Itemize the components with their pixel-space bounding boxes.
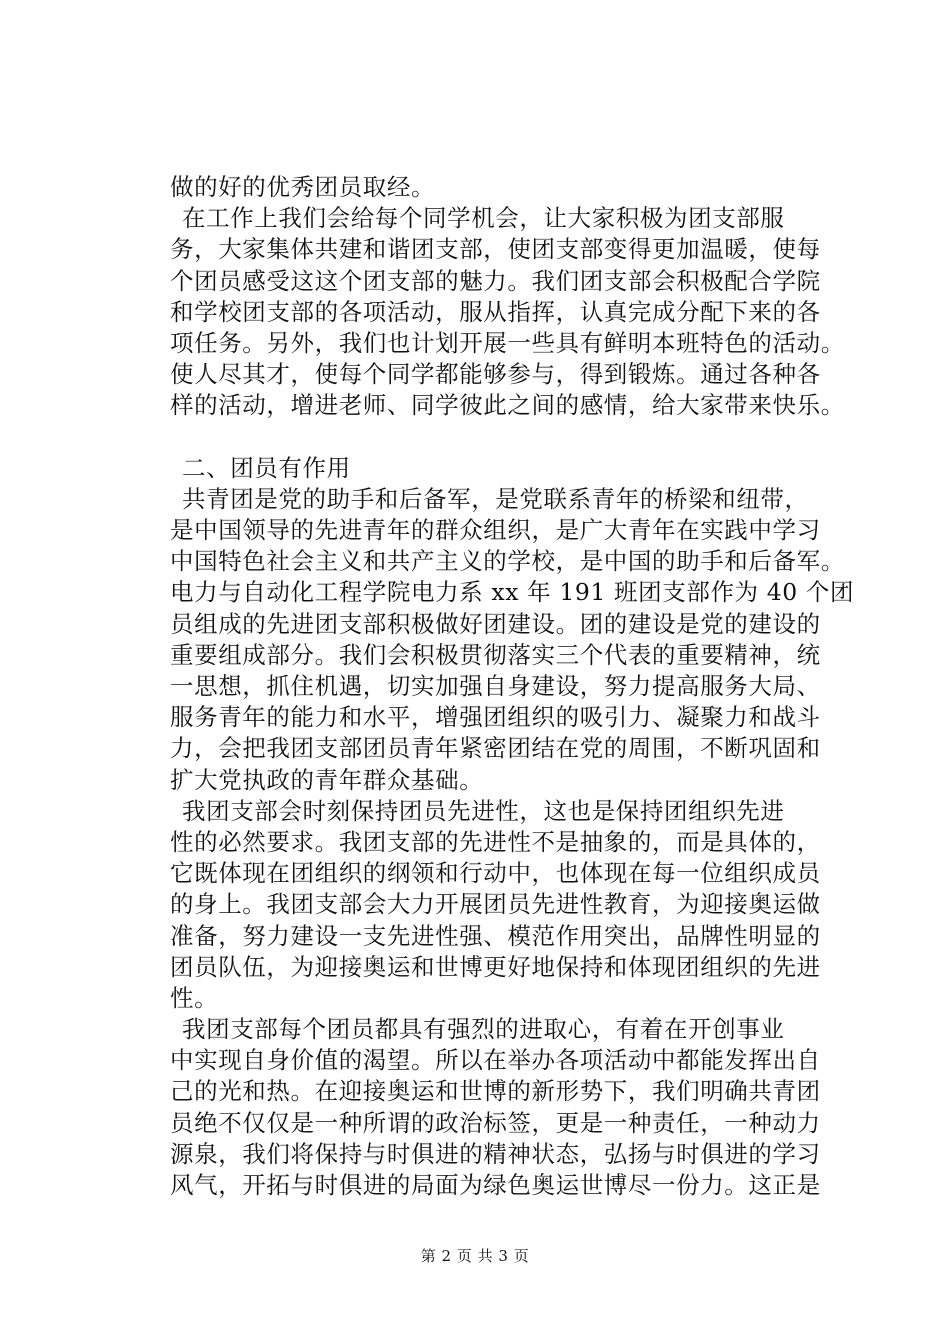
section-heading: 二、团员有作用 bbox=[182, 453, 351, 482]
paragraph-line: 个团员感受这这个团支部的魅力。我们团支部会积极配合学院 bbox=[170, 266, 821, 295]
paragraph-line: 样的活动，增进老师、同学彼此之间的感情，给大家带来快乐。 bbox=[170, 391, 845, 420]
paragraph-line: 共青团是党的助手和后备军，是党联系青年的桥梁和纽带， bbox=[182, 484, 809, 513]
paragraph-line: 员绝不仅仅是一种所谓的政治标签，更是一种责任，一种动力 bbox=[170, 1108, 821, 1137]
paragraph-line: 我团支部会时刻保持团员先进性，这也是保持团组织先进 bbox=[182, 796, 785, 825]
paragraph-line: 的身上。我团支部会大力开展团员先进性教育，为迎接奥运做 bbox=[170, 890, 821, 919]
paragraph-line: 己的光和热。在迎接奥运和世博的新形势下，我们明确共青团 bbox=[170, 1077, 821, 1106]
paragraph-line: 准备，努力建设一支先进性强、模范作用突出，品牌性明显的 bbox=[170, 921, 821, 950]
paragraph-line: 使人尽其才，使每个同学都能够参与，得到锻炼。通过各种各 bbox=[170, 360, 821, 389]
paragraph-line: 做的好的优秀团员取经。 bbox=[170, 173, 436, 201]
paragraph-line: 员组成的先进团支部积极做好团建设。团的建设是党的建设的 bbox=[170, 609, 821, 638]
paragraph-line: 服务青年的能力和水平，增强团组织的吸引力、凝聚力和战斗 bbox=[170, 703, 821, 732]
paragraph-line: 在工作上我们会给每个同学机会，让大家积极为团支部服 bbox=[182, 204, 785, 233]
paragraph-line: 一思想，抓住机遇，切实加强自身建设，努力提高服务大局、 bbox=[170, 672, 821, 700]
paragraph-line: 性的必然要求。我团支部的先进性不是抽象的，而是具体的， bbox=[170, 827, 821, 856]
paragraph-line: 中实现自身价值的渴望。所以在举办各项活动中都能发挥出自 bbox=[170, 1046, 821, 1075]
page-number-footer: 第 2 页 共 3 页 bbox=[420, 1247, 530, 1265]
document-body bbox=[170, 172, 855, 1201]
paragraph-line: 风气，开拓与时俱进的局面为绿色奥运世博尽一份力。这正是 bbox=[170, 1171, 821, 1199]
paragraph-line: 力，会把我团支部团员青年紧密团结在党的周围，不断巩固和 bbox=[170, 734, 821, 763]
paragraph-line: 务，大家集体共建和谐团支部，使团支部变得更加温暖，使每 bbox=[170, 235, 821, 264]
paragraph-line: 电力与自动化工程学院电力系 xx 年 191 班团支部作为 40 个团 bbox=[170, 578, 855, 607]
paragraph-line: 和学校团支部的各项活动，服从指挥，认真完成分配下来的各 bbox=[170, 297, 821, 326]
paragraph-gap bbox=[170, 422, 830, 453]
paragraph-line: 源泉，我们将保持与时俱进的精神状态，弘扬与时俱进的学习 bbox=[170, 1139, 821, 1168]
paragraph-line: 团员队伍，为迎接奥运和世博更好地保持和体现团组织的先进 bbox=[170, 952, 821, 981]
paragraph-line: 扩大党执政的青年群众基础。 bbox=[170, 765, 484, 794]
paragraph-line: 重要组成部分。我们会积极贯彻落实三个代表的重要精神，统 bbox=[170, 640, 821, 669]
paragraph-line: 它既体现在团组织的纲领和行动中，也体现在每一位组织成员 bbox=[170, 859, 821, 888]
paragraph-line: 性。 bbox=[170, 983, 219, 1012]
paragraph-line: 中国特色社会主义和共产主义的学校，是中国的助手和后备军。 bbox=[170, 547, 845, 576]
paragraph-line: 项任务。另外，我们也计划开展一些具有鲜明本班特色的活动。 bbox=[170, 328, 845, 357]
paragraph-line: 是中国领导的先进青年的群众组织，是广大青年在实践中学习 bbox=[170, 516, 821, 545]
paragraph-line: 我团支部每个团员都具有强烈的进取心，有着在开创事业 bbox=[182, 1015, 785, 1044]
